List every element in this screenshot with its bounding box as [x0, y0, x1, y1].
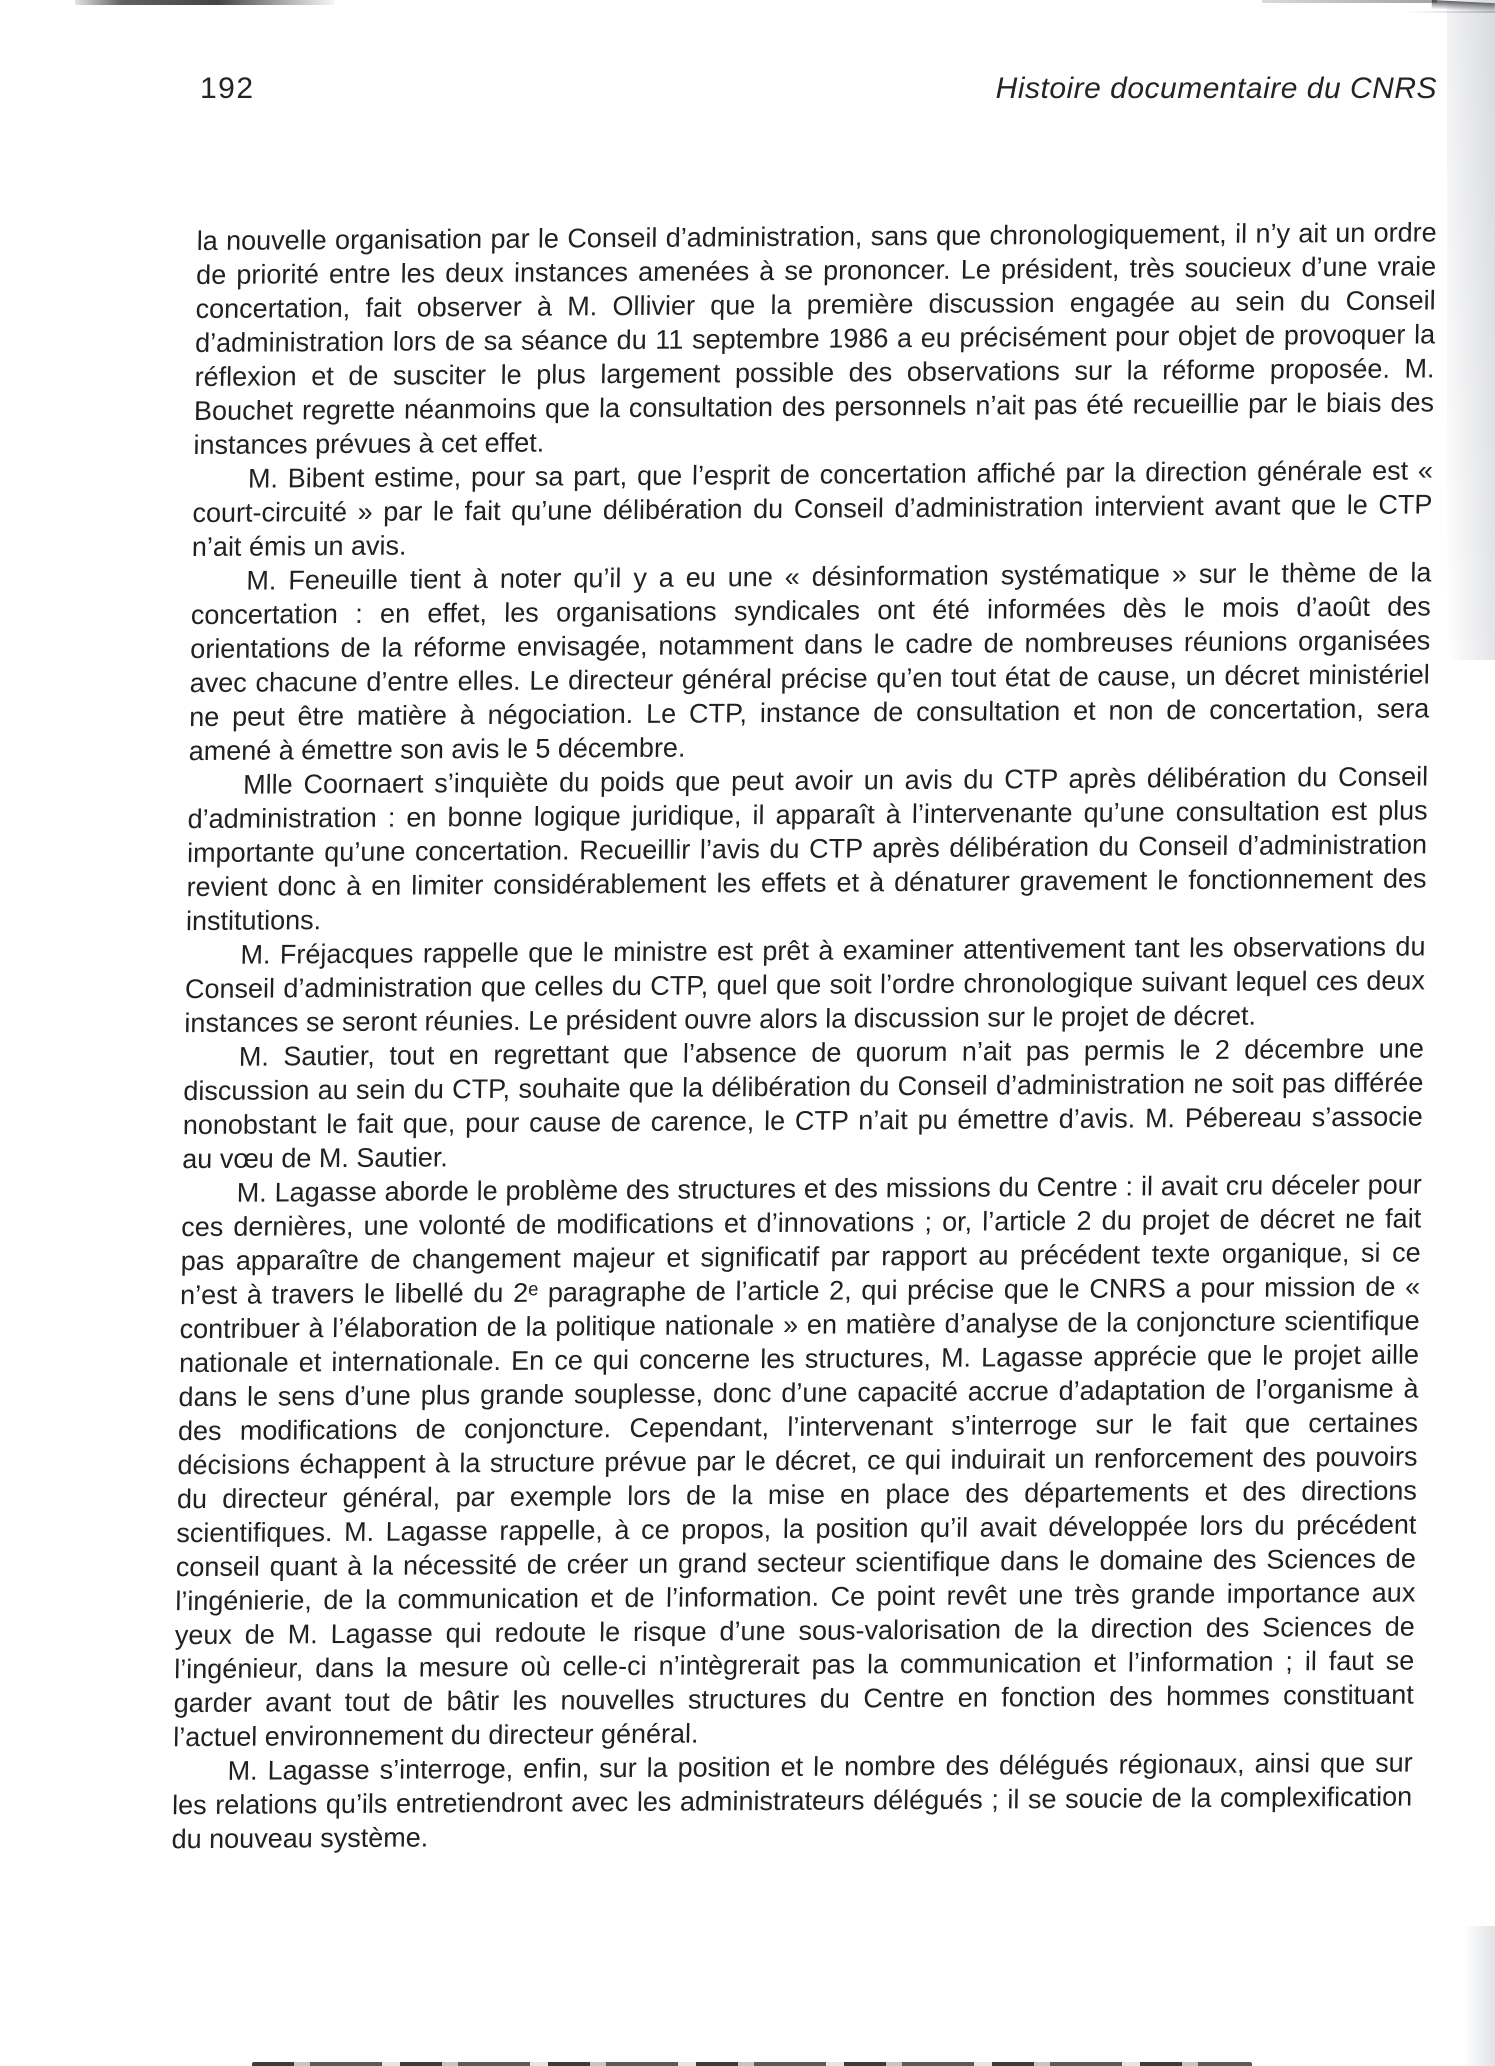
page-number: 192 [200, 72, 255, 105]
paragraph: M. Bibent estime, pour sa part, que l’esprit de concertation affiché par la direction générale est « court-circuité » par le fait qu’une délibération du Conseil d’administration intervient avant que le CTP n’ait émis un avis. [191, 455, 1434, 563]
paragraph: M. Feneuille tient à noter qu’il y a eu une « désinformation systématique » sur le thème de la concertation : en effet, les organisations syndicales ont été informées dès le mois d’août des orientations de la réforme envisagée, notamment dans le cadre de nombreuses réunions organisées avec chacune d’entre elles. Le directeur général précise qu’en tout état de cause, un décret ministériel ne peut être matière à négociation. Le CTP, instance de consultation et non de concertation, sera amené à émettre son avis le 5 décembre. [188, 557, 1432, 767]
paragraph: M. Lagasse s’interroge, enfin, sur la position et le nombre des délégués régionaux, ainsi que sur les relations qu’ils entretiendront avec les administrateurs délégués ; il se soucie de la complexification du nouveau système. [171, 1747, 1413, 1855]
paragraph: Mlle Coornaert s’inquiète du poids que peut avoir un avis du CTP après délibération du Conseil d’administration : en bonne logique juridique, il apparaît à l’intervenante qu’une consultation est plus importante qu’une concertation. Recueillir l’avis du CTP après délibération du Conseil d’administration revient donc à en limiter considérablement les effets et à dénaturer gravement le fonctionnement des institutions. [185, 761, 1429, 937]
page-curl-shadow-bottom-right [1463, 1926, 1495, 2066]
running-title: Histoire documentaire du CNRS [995, 72, 1437, 105]
running-header [200, 72, 1437, 106]
scan-artifact-top-left [75, 0, 335, 5]
body-text [171, 215, 1437, 1856]
paragraph: M. Lagasse aborde le problème des structures et des missions du Centre : il avait cru déceler pour ces dernières, une volonté de modifications et d’innovations ; or, l’article 2 du projet de décret ne fait pas apparaître de changement majeur et significatif par rapport au précédent texte organique, si ce n’est à travers le libellé du 2ᵉ paragraphe de l’article 2, qui précise que le CNRS a pour mission de « contribuer à l’élaboration de la politique nationale » en matière d’analyse de la conjoncture scientifique nationale et internationale. En ce qui concerne les structures, M. Lagasse apprécie que le projet aille dans le sens d’une plus grande souplesse, donc d’une capacité accrue d’adaptation de l’organisme à des modifications de conjoncture. Cependant, l’intervenant s’interroge sur le fait que certaines décisions échappent à la structure prévue par le décret, ce qui induirait un renforcement des pouvoirs du directeur général, par exemple lors de la mise en place des départements et des directions scientifiques. M. Lagasse rappelle, à ce propos, la position qu’il avait développée lors du précédent conseil quant à la nécessité de créer un grand secteur scientifique dans le domaine des Sciences de l’ingénierie, de la communication et de l’information. Ce point revêt une très grande importance aux yeux de M. Lagasse qui redoute le risque d’une sous-valorisation de la direction des Sciences de l’ingénieur, dans la mesure où celle-ci n’intègrerait pas la communication et l’information ; il faut se garder avant tout de bâtir les nouvelles structures du Centre en fonction des hommes constituant l’actuel environnement du directeur général. [172, 1169, 1422, 1753]
paragraph: M. Fréjacques rappelle que le ministre est prêt à examiner attentivement tant les observations du Conseil d’administration que celles du CTP, quel que soit l’ordre chronologique suivant lequel ces deux instances se seront réunies. Le président ouvre alors la discussion sur le projet de décret. [184, 931, 1426, 1039]
scan-artifact-top-right-line [1262, 0, 1437, 3]
scan-artifact-top-right-underline [1405, 11, 1495, 13]
page-curl-shadow-right-fade [1447, 0, 1495, 660]
scan-artifact-top-right-corner [1432, 0, 1495, 12]
page-curl-shadow-right [1447, 0, 1495, 660]
scan-artifact-bottom-edge [252, 2062, 1252, 2066]
paragraph: M. Sautier, tout en regrettant que l’absence de quorum n’ait pas permis le 2 décembre une discussion au sein du CTP, souhaite que la délibération du Conseil d’administration ne soit pas différée nonobstant le fait que, pour cause de carence, le CTP n’ait pu émettre d’avis. M. Pébereau s’associe au vœu de M. Sautier. [182, 1033, 1425, 1175]
paragraph: la nouvelle organisation par le Conseil d’administration, sans que chronologiquement, il n’y ait un ordre de priorité entre les deux instances amenées à se prononcer. Le président, très soucieux d’une vraie concertation, fait observer à M. Ollivier que la première discussion engagée au sein du Conseil d’administration lors de sa séance du 11 septembre 1986 a eu précisément pour objet de provoquer la réflexion et de susciter le plus largement possible des observations sur la réforme proposée. M. Bouchet regrette néanmoins que la consultation des personnels n’ait pas été recueillie par le biais des instances prévues à cet effet. [193, 217, 1437, 461]
